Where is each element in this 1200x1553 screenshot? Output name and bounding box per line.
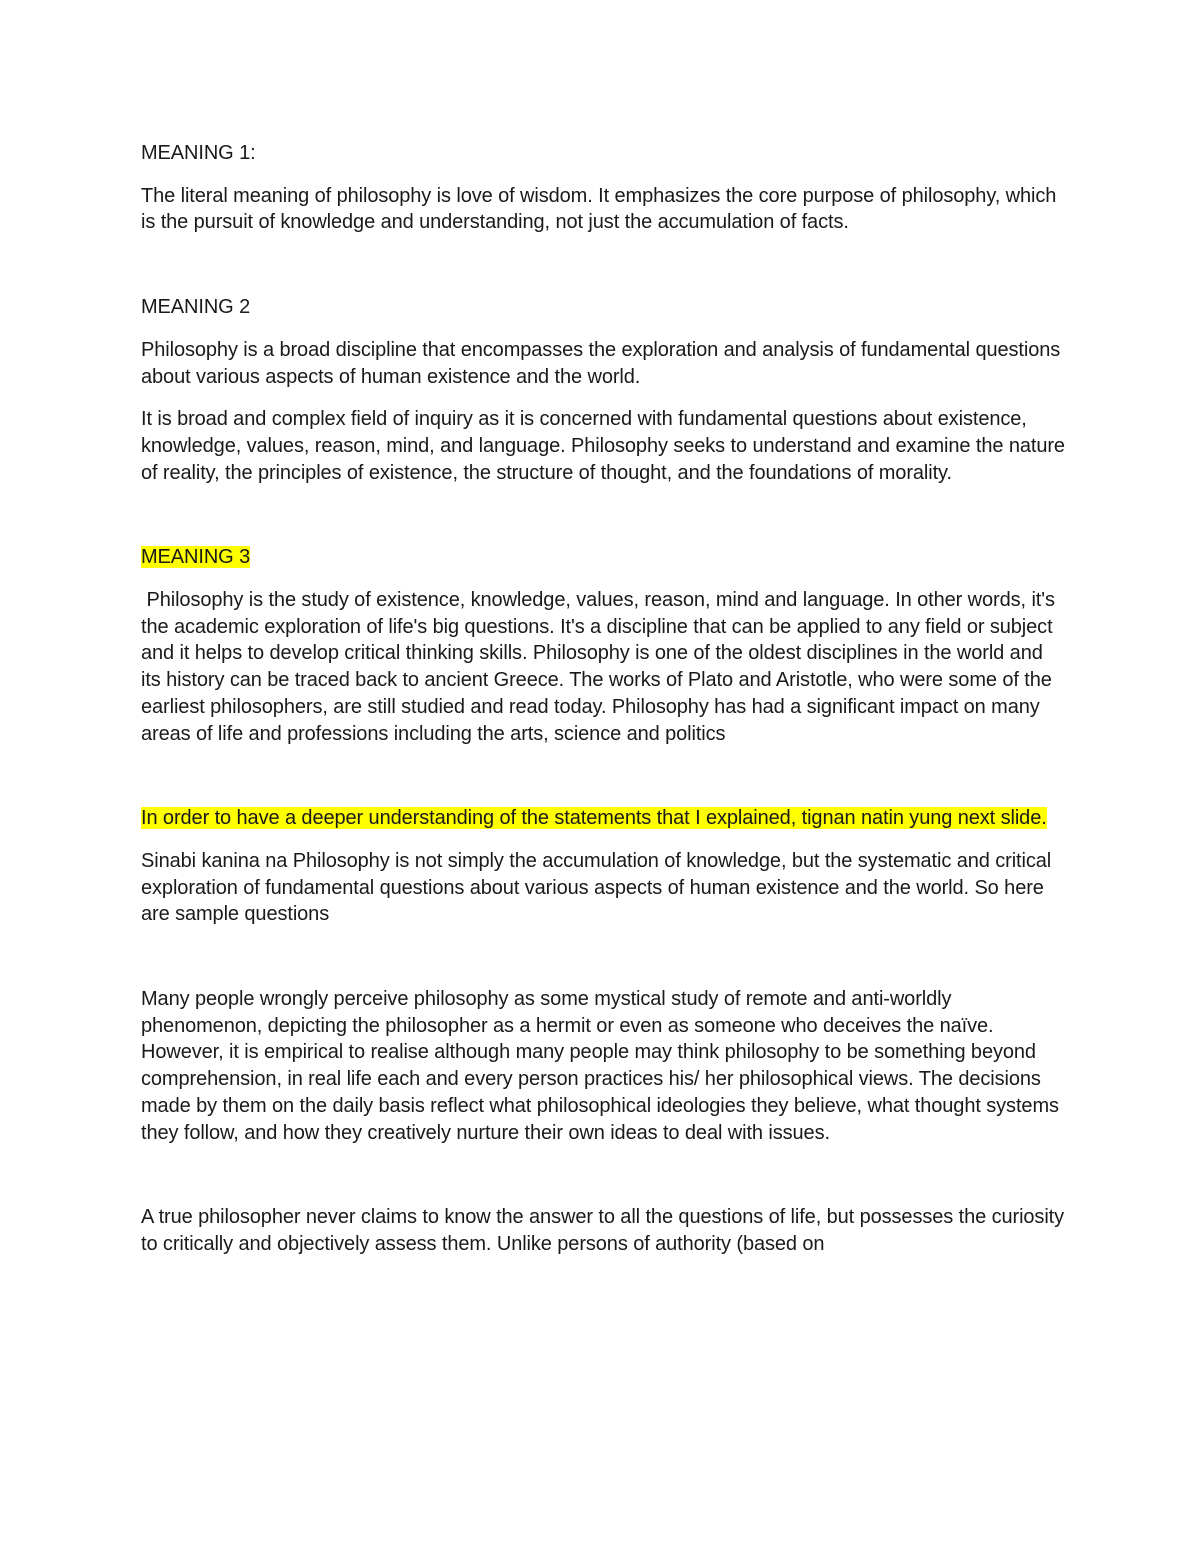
meaning-1-heading: MEANING 1: bbox=[141, 142, 256, 164]
meaning-2-heading: MEANING 2 bbox=[141, 296, 251, 319]
meaning-2-paragraph-2: It is broad and complex field of inquiry as it is concerned with fundamental questions about existence, knowledge, values, reason, mind, and language. Philosophy seeks to understand and examine the nature of reality, the principles of existence, the structure of thought, and the foundations of morality. bbox=[141, 408, 1065, 484]
meaning-1-paragraph: The literal meaning of philosophy is love of wisdom. It emphasizes the core purpose of philosophy, which is the pursuit of knowledge and understanding, not just the accumulation of facts. bbox=[141, 184, 1057, 234]
spacer bbox=[141, 928, 1066, 986]
transition-paragraph: Sinabi kanina na Philosophy is not simply the accumulation of knowledge, but the systematic and critical exploration of fundamental questions about various aspects of human existence and the world. So here are sample questions bbox=[141, 849, 1052, 926]
spacer bbox=[141, 167, 1066, 183]
misconception-paragraph: Many people wrongly perceive philosophy as some mystical study of remote and anti-worldly phenomenon, depicting the philosopher as a hermit or even as someone who deceives the naïve. However, it is empirical to realise although many people may think philosophy to be something beyond comprehension, in real life each and every person practices his/ her philosophical views. The decisions made by them on the daily basis reflect what philosophical ideologies they believe, what thought systems they follow, and how they creatively nurture their own ideas to deal with issues. bbox=[141, 988, 1059, 1144]
true-philosopher-paragraph: A true philosopher never claims to know the answer to all the questions of life, but possesses the curiosity to critically and objectively assess them. Unlike persons of authority (based on bbox=[141, 1206, 1065, 1255]
spacer bbox=[141, 486, 1066, 544]
transition-highlighted-text: In order to have a deeper understanding of the statements that I explained, tignan natin yung next slide. bbox=[141, 807, 1047, 830]
spacer bbox=[141, 571, 1066, 587]
meaning-2-paragraph-1: Philosophy is a broad discipline that encompasses the exploration and analysis of fundamental questions about various aspects of human existence and the world. bbox=[141, 338, 1061, 388]
spacer bbox=[141, 747, 1066, 805]
spacer bbox=[141, 390, 1066, 406]
document-page bbox=[141, 140, 1066, 1258]
transition-highlight-line bbox=[141, 805, 1066, 832]
spacer bbox=[141, 236, 1066, 294]
spacer bbox=[141, 321, 1066, 337]
spacer bbox=[141, 832, 1066, 848]
spacer bbox=[141, 1146, 1066, 1204]
meaning-3-paragraph: Philosophy is the study of existence, knowledge, values, reason, mind and language. In other words, it's the academic exploration of life's big questions. It's a discipline that can be applied to any field or subject and it helps to develop critical thinking skills. Philosophy is one of the oldest disciplines in the world and its history can be traced back to ancient Greece. The works of Plato and Aristotle, who were some of the earliest philosophers, are still studied and read today. Philosophy has had a significant impact on many areas of life and professions including the arts, science and politics bbox=[141, 589, 1061, 745]
meaning-3-heading: MEANING 3 bbox=[141, 546, 251, 569]
meaning-3-heading-line bbox=[141, 544, 1066, 571]
